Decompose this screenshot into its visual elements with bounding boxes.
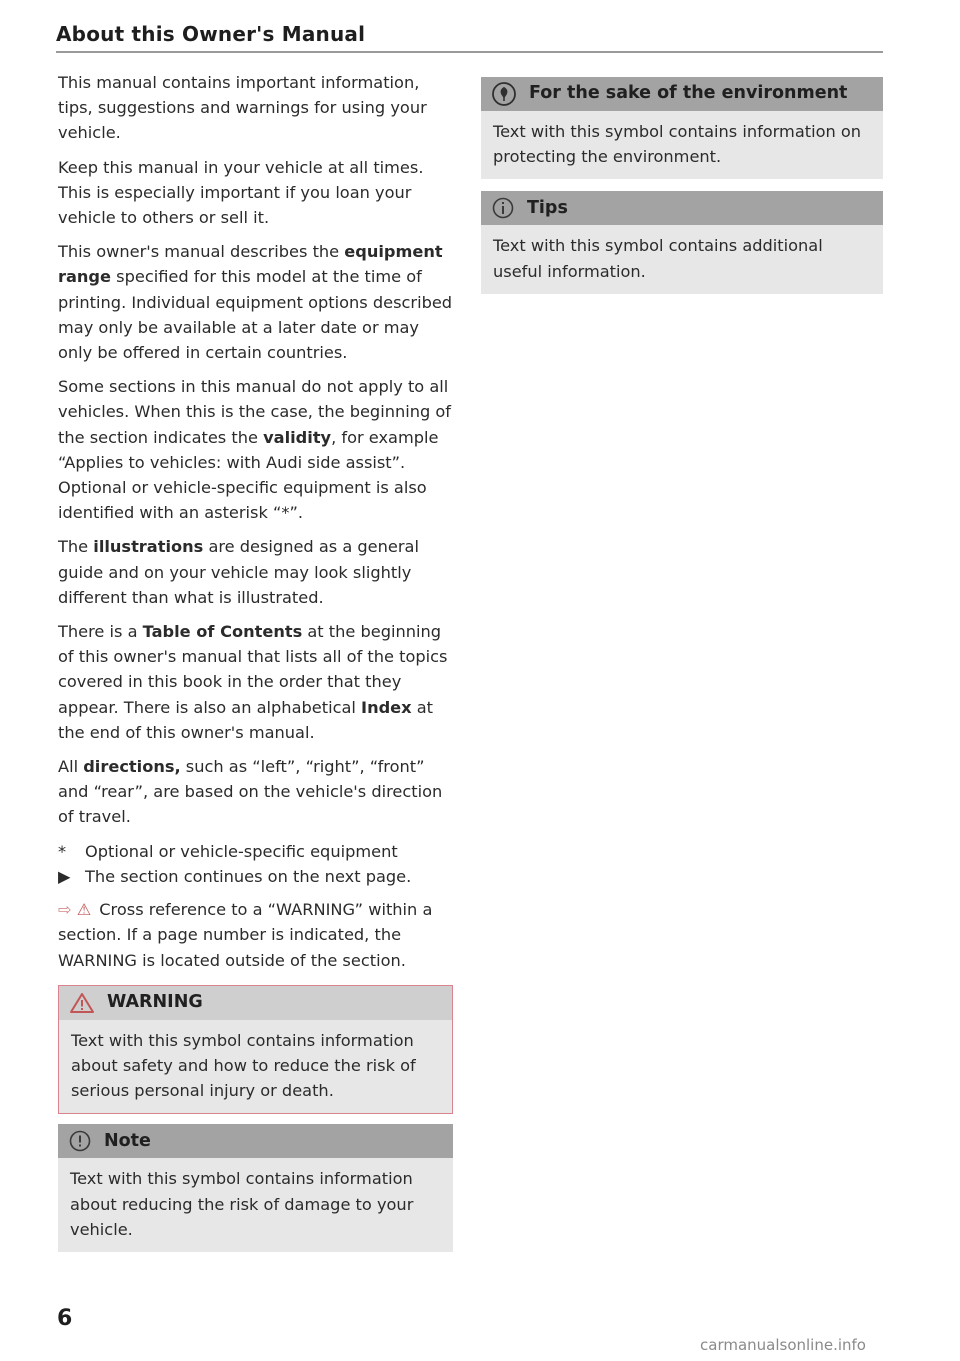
triangle-right-icon: ▶ [58,866,71,886]
tips-box [481,191,883,293]
header-divider [56,51,883,53]
left-column [58,70,453,1252]
right-column [481,77,883,306]
legend-asterisk: * Optional or vehicle-specific equipment [58,839,453,864]
warning-triangle-icon: ⚠ [76,900,92,920]
exclamation-circle-icon [68,1129,92,1153]
warning-box-header: WARNING [59,986,452,1020]
warning-triangle-icon [69,992,95,1014]
note-box-header: Note [58,1124,453,1158]
arrow-right-icon: ⇨ [58,900,72,920]
illustrations-paragraph: The illustrations are designed as a general guide and on your vehicle may look slightly different than what is illustrated. [58,537,419,607]
equipment-range-paragraph: This owner's manual describes the equipment range specified for this model at the time of printing. Individual equipment options described may only be available at a later date or may only be offered in certain countries. [58,242,453,363]
legend-cross-reference: ⇨ ⚠ Cross reference to a “WARNING” within a section. If a page number is indicated, the WARNING is located outside of the section. [58,900,433,970]
tips-box-body: Text with this symbol contains additional useful information. [493,236,823,281]
warning-box [58,985,453,1115]
note-box-body: Text with this symbol contains information about reducing the risk of damage to your vehicle. [70,1169,414,1239]
intro-paragraph: This manual contains important information, tips, suggestions and warnings for using your vehicle. [58,73,427,143]
tips-box-header: Tips [481,191,883,225]
keep-manual-paragraph: Keep this manual in your vehicle at all times. This is especially important if you loan your vehicle to others or sell it. [58,157,424,228]
watermark: carmanualsonline.info [700,1336,866,1354]
environment-box-body: Text with this symbol contains information on protecting the environment. [493,122,862,167]
legend-continue: ▶ The section continues on the next page. [58,864,453,889]
directions-paragraph: All directions, such as “left”, “right”, “front” and “rear”, are based on the vehicle's direction of travel. [58,757,443,827]
asterisk-icon: * [58,841,67,861]
page-header-title: About this Owner's Manual [56,22,366,46]
environment-box [481,77,883,179]
info-circle-icon [491,196,515,220]
page-number: 6 [57,1306,73,1331]
environment-box-header: For the sake of the environment [481,77,883,111]
validity-paragraph: Some sections in this manual do not apply to all vehicles. When this is the case, the beginning of the section indicates the validity, for example “Applies to vehicles: with Audi side assist”. Optional or vehicle-specific equipment is also identified with an asterisk “*”. [58,377,451,523]
note-box [58,1124,453,1252]
table-of-contents-paragraph: There is a Table of Contents at the beginning of this owner's manual that lists all of the topics covered in this book in the order that they appear. There is also an alphabetical Index at the end of this owner's manual. [58,622,448,742]
leaf-icon [491,81,517,107]
warning-box-body: Text with this symbol contains information about safety and how to reduce the risk of serious personal injury or death. [71,1030,416,1101]
